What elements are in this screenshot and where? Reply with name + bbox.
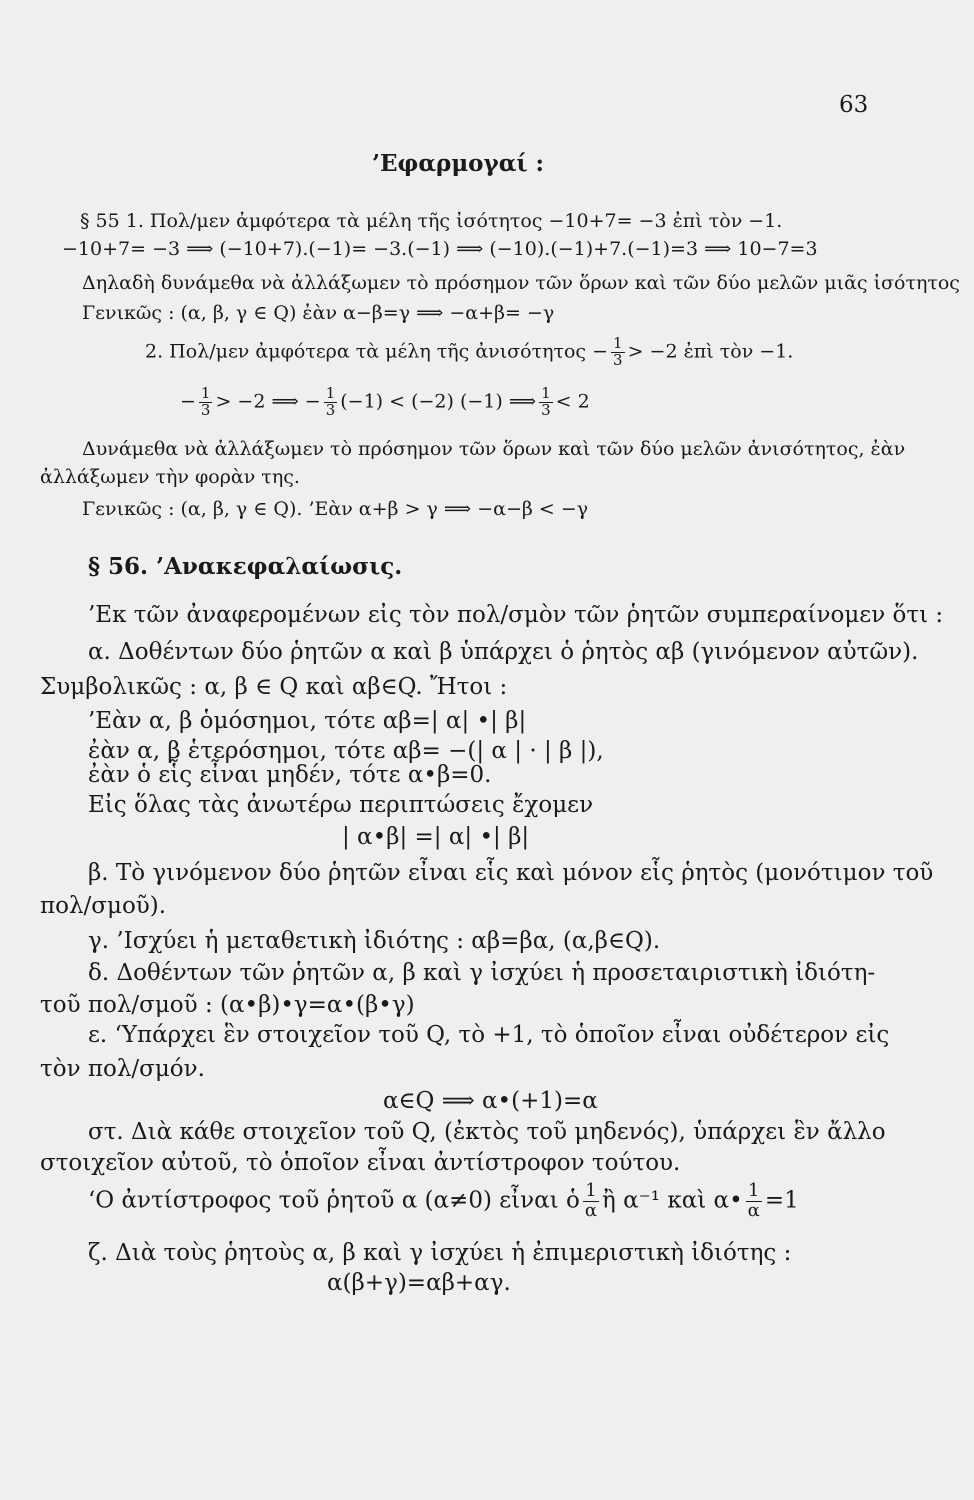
s56-line-18: στοιχεῖον αὐτοῦ, τὸ ὁποῖον εἶναι ἀντίστροφον τούτου. (40, 1150, 681, 1176)
s55-line-6: − $\frac{1}{3}$ > −2 ⟹ − $\frac{1}{3}$ (−1) < (−2) (−1) ⟹ $\frac{1}{3}$ < 2 (180, 384, 590, 419)
fraction-one-third: $\frac{1}{3}$ (541, 384, 551, 419)
s56-line-8: | α•β| =| α| •| β| (342, 824, 530, 850)
s55-line-5 (145, 336, 793, 369)
s55-line-1: § 55 1. Πολ/μεν ἀμφότερα τὰ μέλη τῆς ἰσότητος −10+7= −3 ἐπὶ τὸν −1. (80, 210, 783, 232)
s55-line-2: −10+7= −3 ⟹ (−10+7).(−1)= −3.(−1) ⟹ (−10).(−1)+7.(−1)=3 ⟹ 10−7=3 (62, 238, 818, 260)
s56-line-2: α. Δοθέντων δύο ῥητῶν α καὶ β ὑπάρχει ὁ ῥητὸς αβ (γινόμενον αὐτῶν). (88, 639, 919, 665)
s56-line-19: ‘Ο ἀντίστροφος τοῦ ῥητοῦ α (α≠0) εἶναι ὁ $\frac{1}{\alpha}$ ἢ α⁻¹ καὶ α• $\frac{1}{\alpha}$ =1 (88, 1180, 799, 1221)
s55-line-5-tail: > −2 ἐπὶ τὸν −1. (627, 340, 794, 363)
s55-line-5-text: 2. Πολ/μεν ἀμφότερα τὰ μέλη τῆς ἀνισότητος − (145, 340, 609, 363)
s56-line-14: ε. ‘Υπάρχει ἓν στοιχεῖον τοῦ Q, τὸ +1, τὸ ὁποῖον εἶναι οὐδέτερον εἰς (88, 1022, 890, 1048)
fraction-one-third: $\frac{1}{3}$ (200, 384, 211, 419)
s56-line-4: ’Εὰν α, β ὁμόσημοι, τότε αβ=| α| •| β| (88, 708, 527, 734)
s55-line-7: Δυνάμεθα νὰ ἀλλάξωμεν τὸ πρόσημον τῶν ὅρων καὶ τῶν δύο μελῶν ἀνισότητος, ἐὰν (82, 438, 906, 460)
s56-line-21: α(β+γ)=αβ+αγ. (327, 1270, 511, 1296)
s56-line-1: ’Εκ τῶν ἀναφερομένων εἰς τὸν πολ/σμὸν τῶν ῥητῶν συμπεραίνομεν ὅτι : (88, 602, 944, 628)
s56-line-5: ἐὰν α, β ἑτερόσημοι, τότε αβ= −(| α | · | β |), (88, 738, 604, 764)
page-number: 63 (839, 92, 869, 118)
s56-line-3: Συμβολικῶς : α, β ∈ Q καὶ αβ∈Q. Ἤτοι : (40, 674, 508, 700)
s56-line-16: α∈Q ⟹ α•(+1)=α (383, 1088, 598, 1114)
fraction-one-over-alpha: $\frac{1}{\alpha}$ (584, 1180, 598, 1221)
s56-line-20: ζ. Διὰ τοὺς ῥητοὺς α, β καὶ γ ἰσχύει ἡ ἐπιμεριστικὴ ἰδιότης : (88, 1240, 792, 1266)
s56-line-17: στ. Διὰ κάθε στοιχεῖον τοῦ Q, (ἐκτὸς τοῦ μηδενός), ὑπάρχει ἓν ἄλλο (88, 1119, 886, 1145)
fraction-one-over-alpha: $\frac{1}{\alpha}$ (747, 1180, 760, 1221)
s55-line-8: ἀλλάξωμεν τὴν φορὰν της. (40, 466, 300, 488)
s55-line-3: Δηλαδὴ δυνάμεθα νὰ ἀλλάξωμεν τὸ πρόσημον τῶν ὅρων καὶ τῶν δύο μελῶν μιᾶς ἰσότητος (82, 272, 960, 294)
s56-line-7: Εἰς ὅλας τὰς ἀνωτέρω περιπτώσεις ἔχομεν (88, 792, 594, 818)
s56-line-10: πολ/σμοῦ). (40, 893, 167, 919)
s56-title: § 56. ’Ανακεφαλαίωσις. (88, 553, 403, 580)
s55-line-9: Γενικῶς : (α, β, γ ∈ Q). ’Εὰν α+β > γ ⟹ −α−β < −γ (82, 498, 589, 520)
fraction-one-third: $\frac{1}{3}$ (325, 384, 336, 419)
s56-line-15: τὸν πολ/σμόν. (40, 1056, 205, 1082)
s56-line-13: τοῦ πολ/σμοῦ : (α•β)•γ=α•(β•γ) (40, 992, 415, 1018)
s55-line-4: Γενικῶς : (α, β, γ ∈ Q) ἐὰν α−β=γ ⟹ −α+β= −γ (82, 302, 555, 324)
s56-line-9: β. Τὸ γινόμενον δύο ῥητῶν εἶναι εἷς καὶ μόνον εἷς ῥητὸς (μονότιμον τοῦ (88, 860, 934, 886)
s56-line-12: δ. Δοθέντων τῶν ῥητῶν α, β καὶ γ ἰσχύει ἡ προσεταιριστικὴ ἰδιότη- (88, 960, 876, 986)
fraction-one-third: $\frac{1}{3}$ (613, 334, 623, 369)
s56-line-6: ἐὰν ὁ εἷς εἶναι μηδέν, τότε α•β=0. (88, 762, 492, 788)
applications-heading: ’Εφαρμογαί : (372, 150, 545, 177)
s56-line-11: γ. ’Ισχύει ἡ μεταθετικὴ ἰδιότης : αβ=βα, (α,β∈Q). (88, 928, 661, 954)
